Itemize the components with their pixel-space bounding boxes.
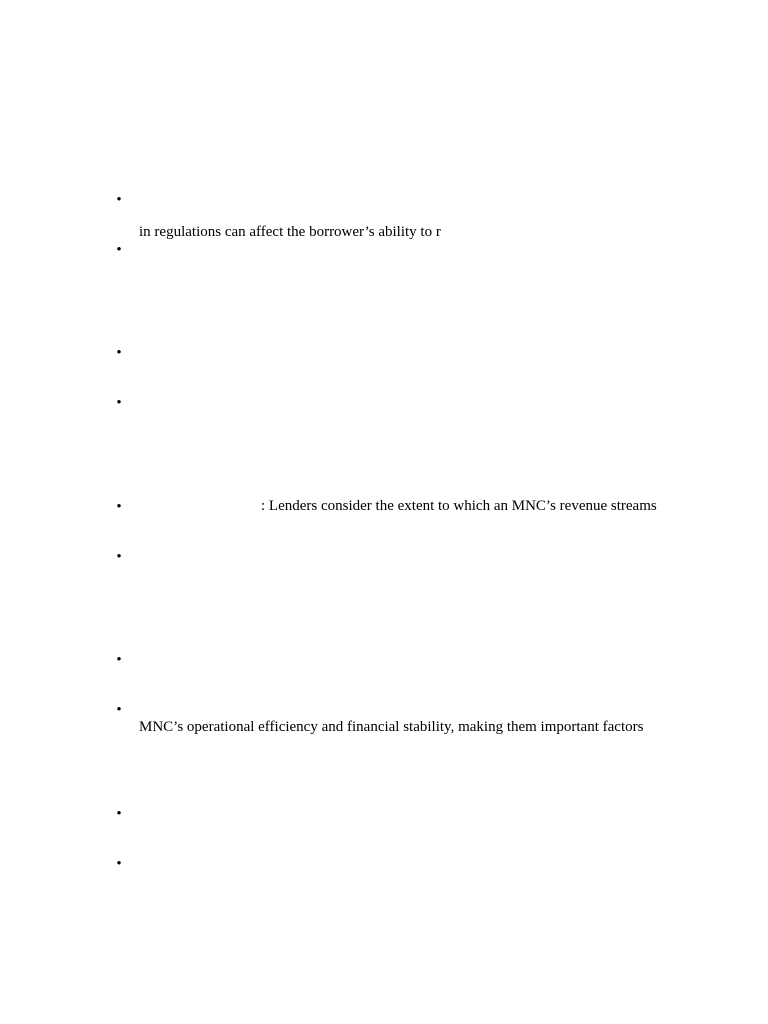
list-text-efficiency: MNC’s operational efficiency and financial stability, making them important factors [139, 719, 644, 735]
list-text-lenders: : Lenders consider the extent to which an MNC’s revenue streams [261, 498, 657, 514]
list-text-regulations: in regulations can affect the borrower’s ability to r [139, 224, 441, 240]
list-bullet: • [116, 806, 122, 822]
list-bullet: • [116, 702, 122, 718]
list-bullet: • [116, 856, 122, 872]
list-bullet: • [116, 242, 122, 258]
list-bullet: • [116, 192, 122, 208]
list-bullet: • [116, 345, 122, 361]
list-bullet: • [116, 549, 122, 565]
list-bullet: • [116, 395, 122, 411]
list-bullet: • [116, 652, 122, 668]
list-bullet: • [116, 499, 122, 515]
